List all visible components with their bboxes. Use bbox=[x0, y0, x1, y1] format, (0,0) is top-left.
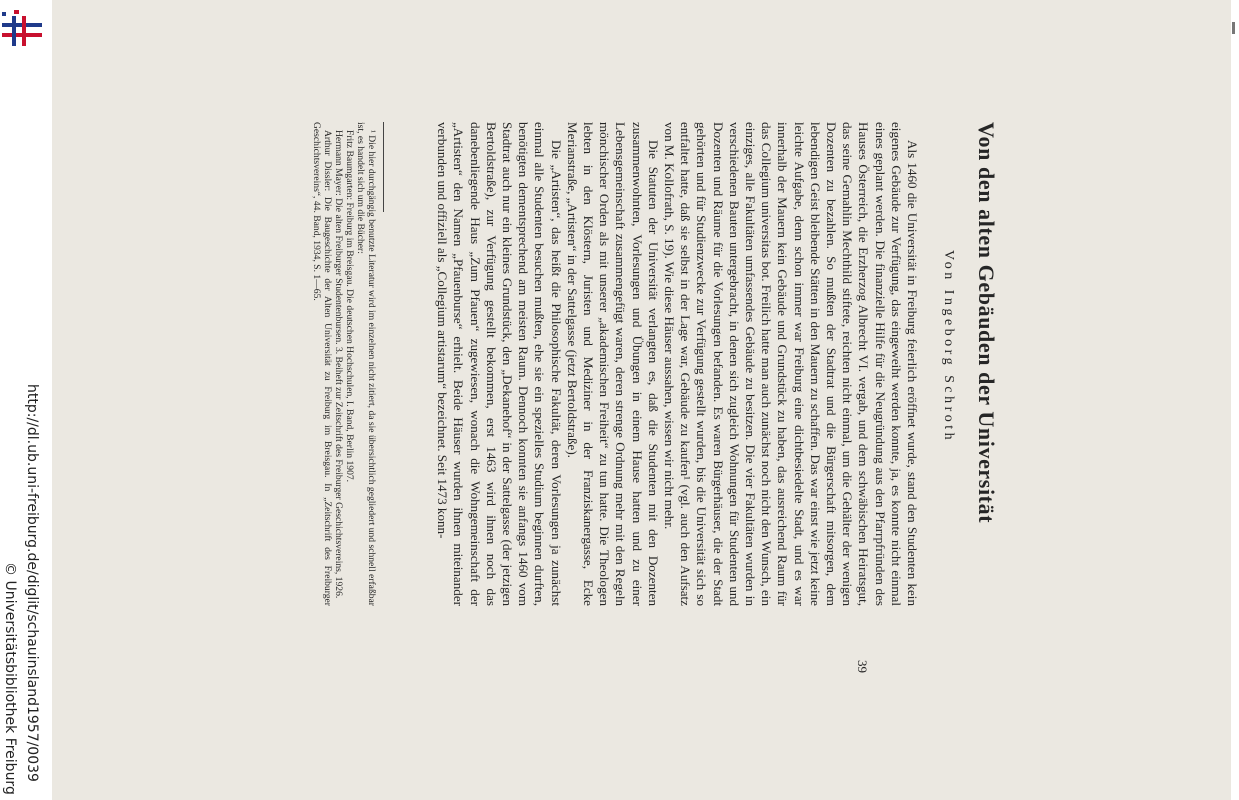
footnote: Hermann Mayer: Die alten Freiburger Studentenbursen. 3. Beiheft zur Zeitschrift des Freiburger Geschichtsvereins, 1926. bbox=[333, 130, 344, 599]
footnote: ¹ Die hier durchgängig benutzte Literatur wird im einzelnen nicht zitiert, da sie übersichtlich gegliedert und schnell erfaßbar ist, es handelt sich um die Bücher: bbox=[355, 122, 377, 606]
article-title: Von den alten Gebäuden der Universität bbox=[974, 122, 999, 524]
copyright-notice: © Universitätsbibliothek Freiburg bbox=[2, 562, 18, 795]
footnotes bbox=[311, 122, 377, 606]
footnote-divider bbox=[383, 122, 384, 212]
article-body bbox=[434, 122, 920, 606]
page-edge bbox=[1231, 0, 1239, 800]
edge-marker bbox=[1232, 22, 1235, 34]
article-author: Von Ingeborg Schroth bbox=[941, 250, 956, 444]
rotated-article bbox=[220, 122, 1000, 772]
viewer-sidebar bbox=[0, 0, 52, 800]
source-url[interactable]: http://dl.ub.uni-freiburg.de/diglit/schauinsland1957/0039 bbox=[24, 384, 40, 782]
footnote: Fritz Baumgarten: Freiburg im Breisgau. Die deutschen Hochschulen, I. Band, Berlin 1907. bbox=[344, 130, 355, 483]
paragraph: Die „Artisten“, das heißt die Philosophische Fakultät, deren Vorlesungen ja zunächst einmal alle Studenten besuchen mußten, ehe sie ein spezielles Studium beginnen durften, benötigten dementsprechend am meisten Raum. Dennoch konnten sie anfangs 1460 vom Stadtrat auch nur ein kleines Grundstück, den „Dekanehof“ in der Sattelgasse (der jetzigen Bertoldstraße), zur Verfügung gestellt bekommen, erst 1463 wird ihnen noch das danebenliegende Haus „Zum Pfauen“ zugewiesen, wonach die Wohngemeinschaft der „Artisten“ den Namen „Pfauenburse“ erhielt. Beide Häuser wurden ihnen miteinander verbunden und offiziell als „Collegium artistarum“ bezeichnet. Seit 1473 konn- bbox=[435, 122, 564, 606]
paragraph: Die Statuten der Universität verlangten es, daß die Studenten mit den Dozenten zusammenwohnten, Vorlesungen und Übungen in einem Hause hatten und zu einer Lebensgemeinschaft zusammengefügt waren, deren strenge Ordnung mehr mit den Regeln mönchischer Orden als mit unserer „akademischen Freiheit“ zu tun hatte. Die Theologen lebten in den Klöstern, Juristen und Mediziner in der Franziskanergasse, Ecke Merianstraße, „Artisten“ in der Sattelgasse (jetzt Bertoldstraße). bbox=[564, 122, 661, 606]
page-number: 39 bbox=[855, 660, 870, 673]
footnote: Arthur Dissler: Die Baugeschichte der Alten Universität zu Freiburg im Breisgau. In „Zeitschrift des Freiburger Geschichtsvereins“, 44. Band, 1934, S. 1—65. bbox=[311, 122, 333, 606]
ub-freiburg-logo-icon bbox=[2, 10, 42, 50]
paragraph: Als 1460 die Universität in Freiburg feierlich eröffnet wurde, stand den Studenten kein eigenes Gebäude zur Verfügung, das eingeweiht werden konnte, ja, es konnte nicht einmal eines geplant werden. Die finanzielle Hilfe für die Neugründung aus den Pfarrpfründen des Hauses Österreich, die Erzherzog Albrecht VI. vergab, und dem schwäbischen Heiratsgut, das seine Gemahlin Mechthild stiftete, reichten nicht einmal, um die Gehälter der wenigen Dozenten zu bezahlen. So mußten der Stadtrat und die Bürgerschaft mitsorgen, dem lebendigen Geist bleibende Stätten in den Mauern zu schaffen. Das war einst wie jetzt keine leichte Aufgabe, denn schon immer war Freiburg eine dichtbesiedelte Stadt, und es war innerhalb der Mauern kein Gebäude und Grundstück zu haben, das ausreichend Raum für das Collegium universitas bot. Freilich hatte man auch zunächst noch nicht den Wunsch, ein einziges, alle Fakultäten umfassendes Gebäude zu besitzen. Die vier Fakultäten wurden in verschiedenen Bauten untergebracht, in denen sich zugleich Wohnungen für Studenten und Dozenten und Räume für die Vorlesungen befanden. Es waren Bürgerhäuser, die der Stadt gehörten und für Studienzwecke zur Verfügung gestellt wurden, bis die Universität sich so entfaltet hatte, daß sie selbst in der Lage war, Gebäude zu kaufen¹ (vgl. auch den Aufsatz von M. Kollofrath, S. 19). Wie diese Häuser aussahen, wissen wir nicht mehr. bbox=[661, 122, 920, 606]
